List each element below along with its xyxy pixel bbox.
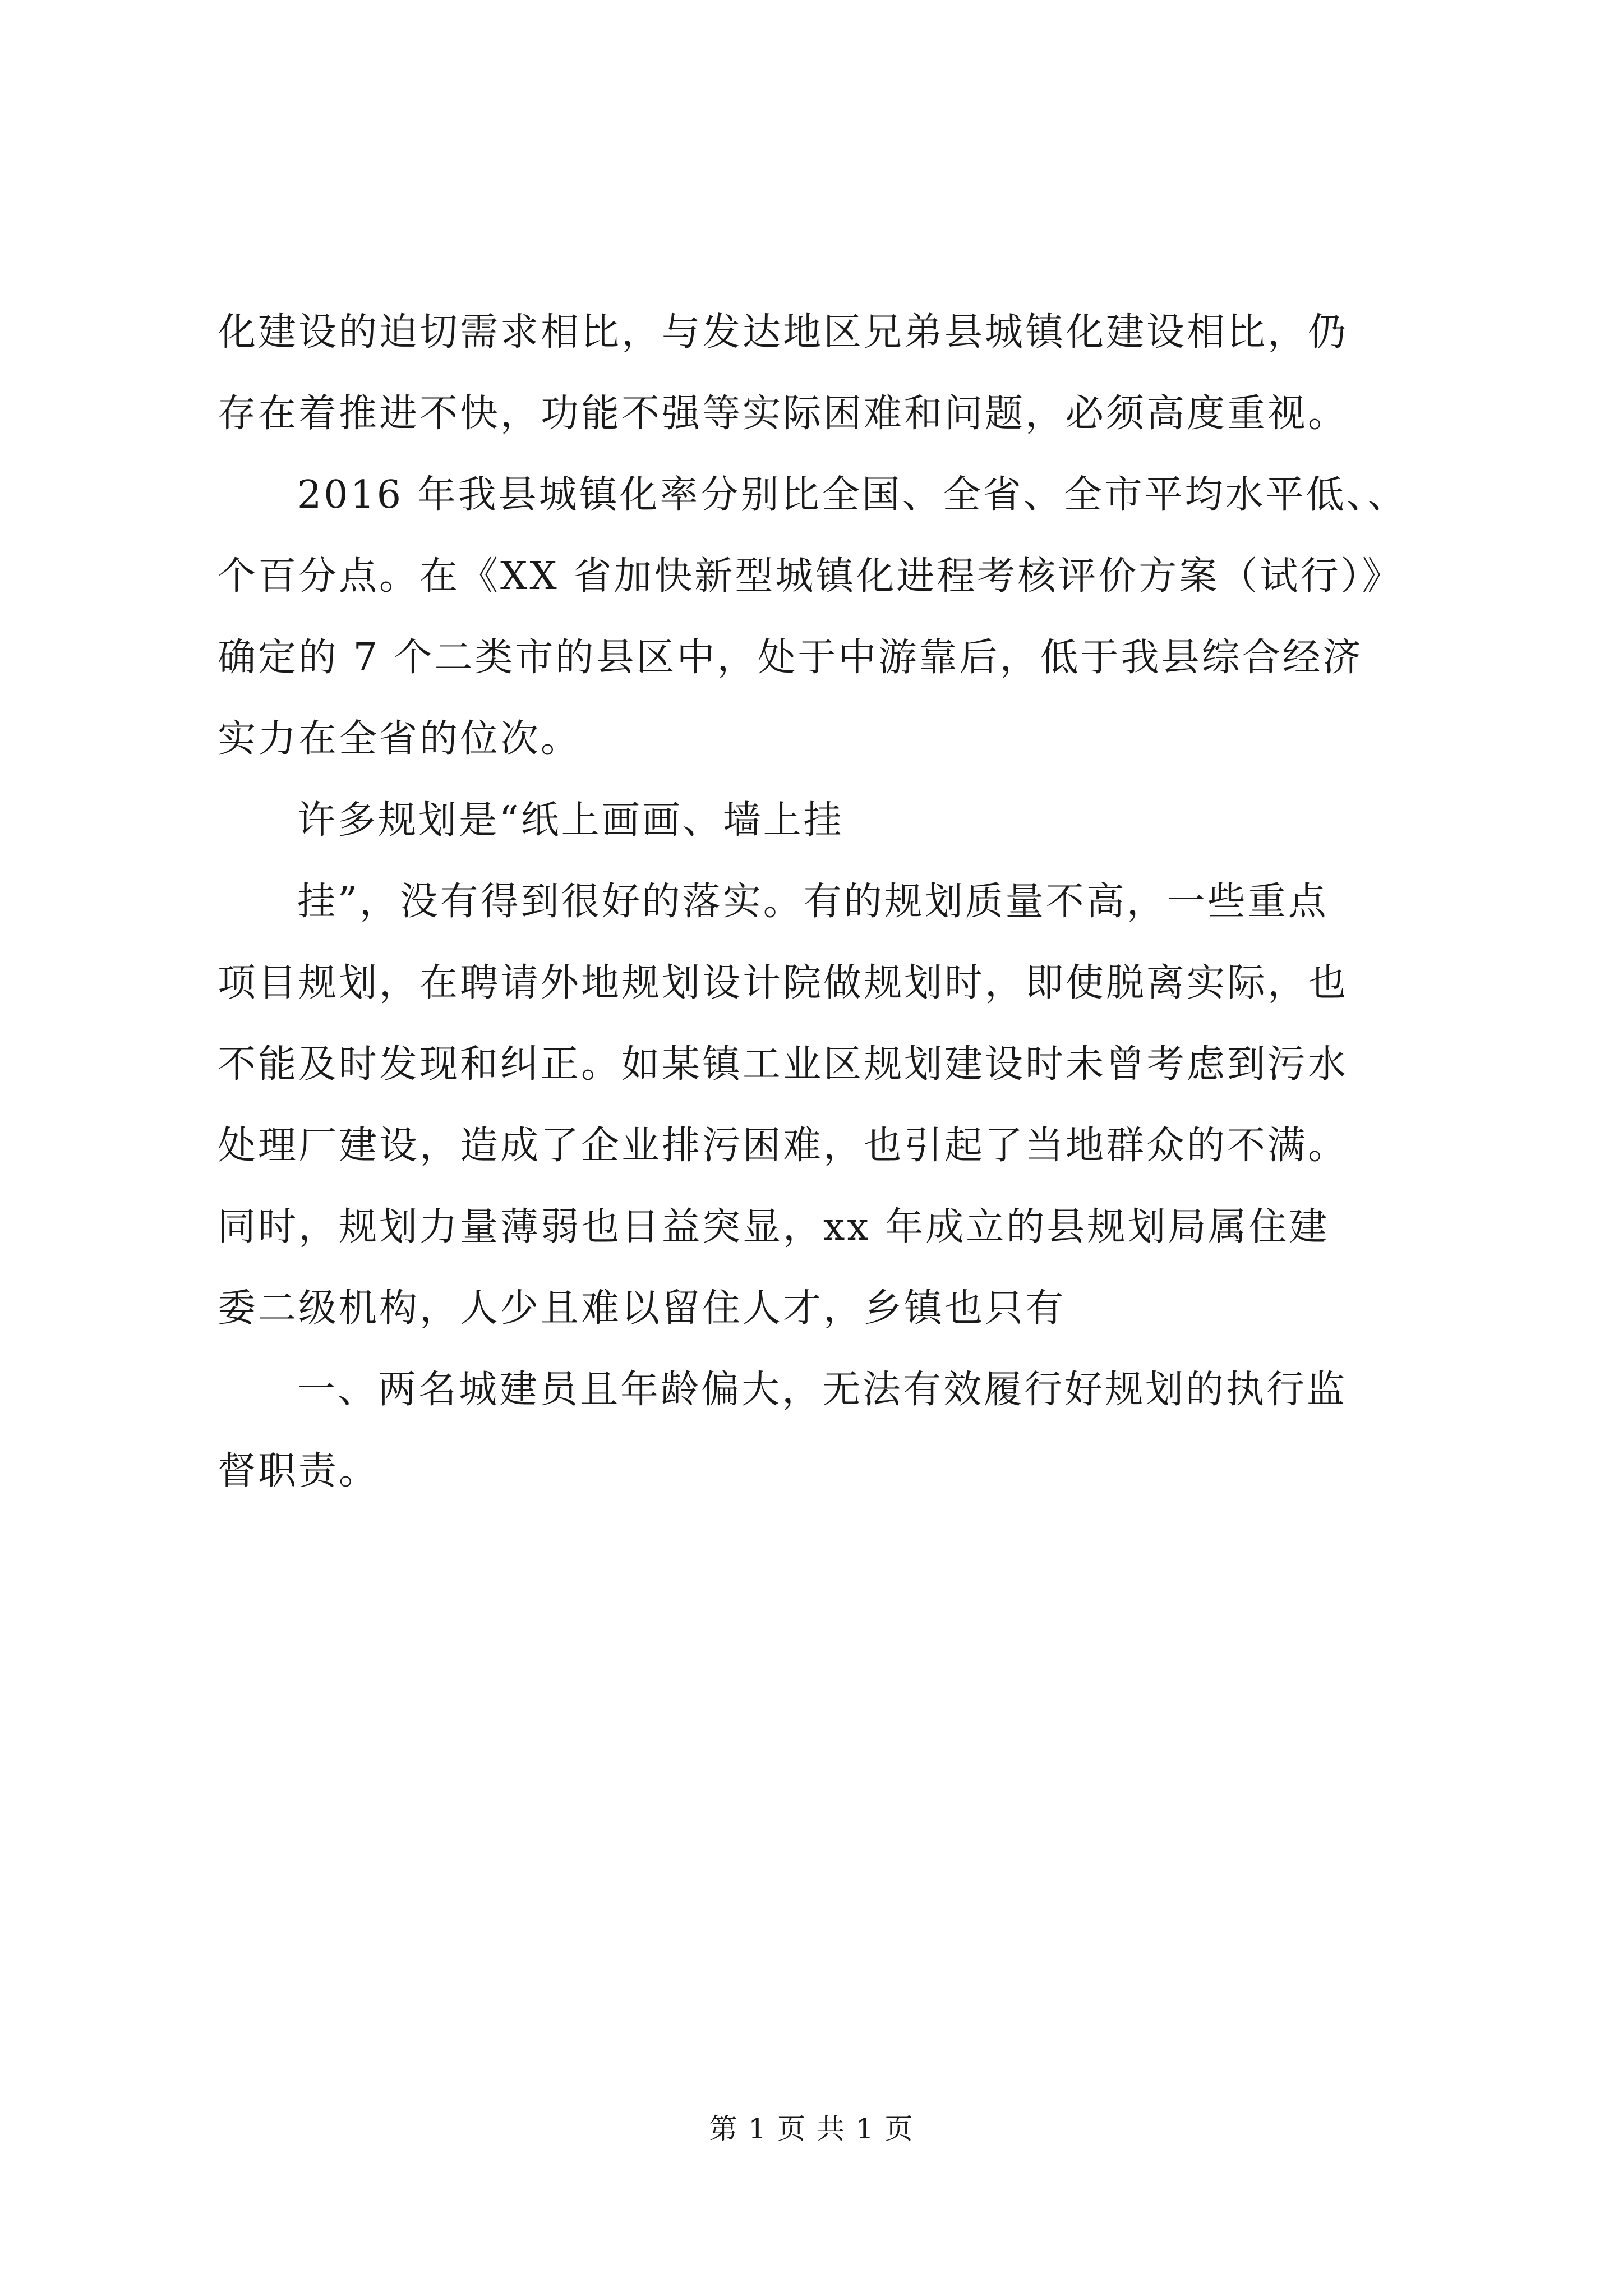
body-line-2: 存在着推进不快，功能不强等实际困难和问题，必须高度重视。 — [218, 392, 1349, 436]
body-line-3: 2016 年我县城镇化率分别比全国、全省、全市平均水平低、、 — [297, 473, 1408, 517]
body-line-8: 挂”，没有得到很好的落实。有的规划质量不高，一些重点 — [297, 880, 1329, 924]
body-line-5: 确定的 7 个二类市的县区中，处于中游靠后，低于我县综合经济 — [218, 636, 1363, 680]
body-line-10: 不能及时发现和纠正。如某镇工业区规划建设时未曾考虑到污水 — [218, 1042, 1349, 1087]
body-line-15: 督职责。 — [218, 1449, 380, 1493]
body-line-14: 一、两名城建员且年龄偏大，无法有效履行好规划的执行监 — [297, 1368, 1348, 1412]
body-line-4: 个百分点。在《XX 省加快新型城镇化进程考核评价方案（试行）》 — [218, 554, 1403, 599]
body-line-7: 许多规划是“纸上画画、墙上挂 — [297, 798, 844, 843]
body-line-6: 实力在全省的位次。 — [218, 717, 582, 761]
body-line-12: 同时，规划力量薄弱也日益突显，xx 年成立的县规划局属住建 — [218, 1205, 1330, 1249]
body-line-1: 化建设的迫切需求相比，与发达地区兄弟县城镇化建设相比，仍 — [218, 310, 1349, 355]
body-line-13: 委二级机构，人少且难以留住人才，乡镇也只有 — [218, 1286, 1066, 1331]
body-line-9: 项目规划，在聘请外地规划设计院做规划时，即使脱离实际，也 — [218, 961, 1349, 1005]
page-footer: 第 1 页 共 1 页 — [709, 2113, 914, 2145]
body-line-11: 处理厂建设，造成了企业排污困难，也引起了当地群众的不满。 — [218, 1124, 1349, 1168]
